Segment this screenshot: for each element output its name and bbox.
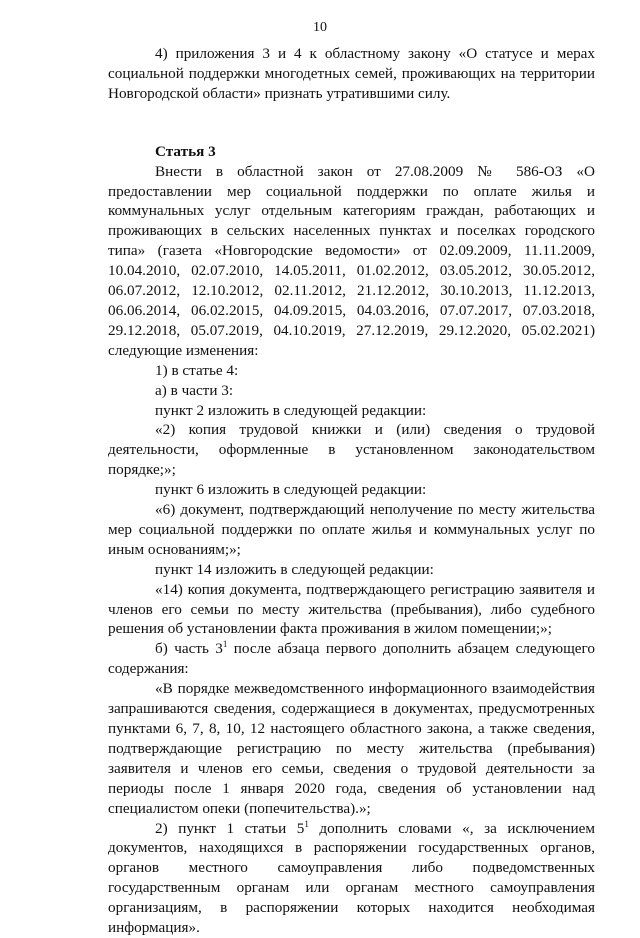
subitem-b-end: после абзаца первого дополнить абзацем следующего содержания: bbox=[108, 640, 595, 678]
page-number: 10 bbox=[313, 20, 327, 35]
paragraph-item-1: 1) в статье 4: bbox=[155, 361, 239, 379]
spacer bbox=[108, 104, 595, 142]
paragraph-new-abzats: «В порядке межведомственного информационного взаимодействия запрашиваются сведения, содержащиеся в документах, предусмотренных пунктами 6, 7, 8, 10, 12 настоящего областного закона, а также сведения, подтверждающие регистрацию по месту жительства (пребывания) заявителя и членов его семьи, сведения о трудовой деятельности за периоды после 1 января 2020 года, сведения об установлении над специалистом опеки (попечительства).»; bbox=[108, 680, 595, 817]
paragraph-point-2-intro: пункт 2 изложить в следующей редакции: bbox=[155, 401, 427, 419]
paragraph-point-2-text: «2) копия трудовой книжки и (или) сведения о трудовой деятельности, оформленные в установленном законодательством порядке;»; bbox=[108, 421, 595, 479]
paragraph-point-6-text: «6) документ, подтверждающий неполучение по месту жительства мер социальной поддержки по оплате жилья и коммунальных услуг по иным основаниям;»; bbox=[108, 501, 595, 558]
article-intro-paragraph: Внести в областной закон от 27.08.2009 № 586-ОЗ «О предоставлении мер социальной поддержки по оплате жилья и коммунальных услуг отдельным категориям граждан, работающих и проживающих в сельских населенных пунктах и поселках городского типа» (газета «Новгородские ведомости» от 02.09.2009, 11.11.2009, 10.04.2010, 02.07.2010, 14.05.2011, 01.02.2012, 03.05.2012, 30.05.2012, 06.07.2012, 12.10.2012, 02.11.2012, 21.12.2012, 30.10.2013, 11.12.2013, 06.06.2014, 06.02.2015, 04.09.2015, 04.03.2016, 07.07.2017, 07.03.2018, 29.12.2018, 05.07.2019, 04.10.2019, 27.12.2019, 29.12.2020, 05.02.2021) следующие изменения: bbox=[108, 162, 595, 359]
paragraph-item-2 bbox=[108, 819, 595, 938]
paragraph-point-14-text: «14) копия документа, подтверждающего регистрацию заявителя и членов его семьи по месту жительства (пребывания), либо судебного решения об установлении факта проживания в жилом помещении;»; bbox=[108, 580, 595, 638]
document-body bbox=[108, 44, 595, 938]
article-heading: Статья 3 bbox=[155, 142, 216, 160]
paragraph-item-4: 4) приложения 3 и 4 к областному закону «О статусе и мерах социальной поддержки многодетных семей, проживающих на территории Новгородской области» признать утратившими силу. bbox=[108, 45, 595, 102]
superscript: 1 bbox=[304, 818, 309, 829]
subitem-b-start: б) часть 3 bbox=[155, 640, 223, 658]
paragraph-subitem-a: а) в части 3: bbox=[155, 381, 234, 399]
item-2-start: 2) пункт 1 статьи 5 bbox=[155, 819, 305, 837]
paragraph-point-6-intro: пункт 6 изложить в следующей редакции: bbox=[155, 481, 427, 499]
paragraph-point-14-intro: пункт 14 изложить в следующей редакции: bbox=[155, 560, 434, 578]
item-2-end: дополнить словами «, за исключением документов, находящихся в распоряжении государственных органов, органов местного самоуправления либо подведомственных государственным органам или органам местного самоуправления организациям, в распоряжении которых находится необходимая информация». bbox=[108, 819, 595, 937]
superscript: 1 bbox=[222, 639, 228, 650]
paragraph-subitem-b bbox=[108, 639, 595, 679]
